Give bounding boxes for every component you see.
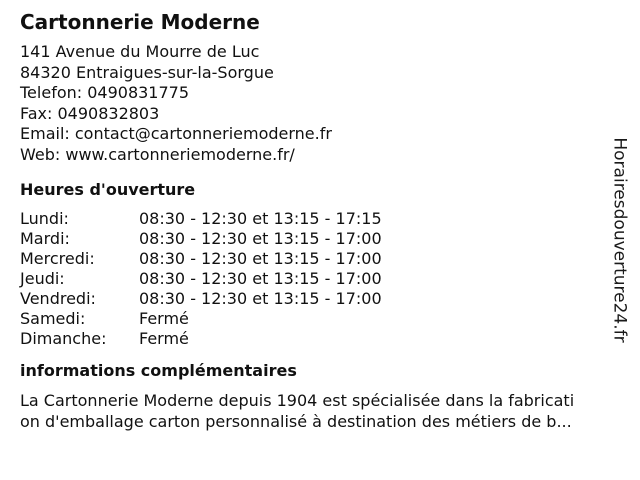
business-card [20, 8, 620, 432]
business-name: Cartonnerie Moderne [20, 10, 260, 34]
info-description: La Cartonnerie Moderne depuis 1904 est spécialisée dans la fabricati on d'emballage carton personnalisé à destination des métiers de b... [20, 391, 575, 431]
email-line: Email: contact@cartonneriemoderne.fr [20, 124, 332, 143]
hours-row [20, 229, 620, 249]
hours-row [20, 309, 620, 329]
address-line-1: 141 Avenue du Mourre de Luc [20, 42, 260, 61]
day-hours: Fermé [139, 309, 189, 328]
fax-line: Fax: 0490832803 [20, 103, 160, 123]
hours-heading: Heures d'ouverture [20, 180, 196, 199]
day-hours: 08:30 - 12:30 et 13:15 - 17:00 [139, 269, 382, 288]
hours-row [20, 209, 620, 229]
day-label: Jeudi: [20, 269, 65, 288]
hours-row [20, 329, 620, 349]
day-label: Mercredi: [20, 249, 95, 268]
hours-row [20, 269, 620, 289]
info-heading: informations complémentaires [20, 361, 297, 380]
day-hours: 08:30 - 12:30 et 13:15 - 17:00 [139, 289, 382, 308]
day-hours: Fermé [139, 329, 189, 348]
site-watermark [600, 135, 640, 345]
watermark-text: Horairesdouverture24.fr [610, 137, 630, 343]
day-label: Lundi: [20, 209, 69, 228]
day-hours: 08:30 - 12:30 et 13:15 - 17:00 [139, 229, 382, 248]
address-line-2: 84320 Entraigues-sur-la-Sorgue [20, 62, 274, 82]
day-hours: 08:30 - 12:30 et 13:15 - 17:15 [139, 209, 382, 228]
day-hours: 08:30 - 12:30 et 13:15 - 17:00 [139, 249, 382, 268]
day-label: Dimanche: [20, 329, 107, 348]
phone-line: Telefon: 0490831775 [20, 83, 190, 102]
hours-row [20, 249, 620, 269]
hours-row [20, 289, 620, 309]
web-line: Web: www.cartonneriemoderne.fr/ [20, 144, 295, 164]
day-label: Mardi: [20, 229, 70, 248]
day-label: Vendredi: [20, 289, 96, 308]
day-label: Samedi: [20, 309, 86, 328]
hours-table [20, 209, 620, 349]
